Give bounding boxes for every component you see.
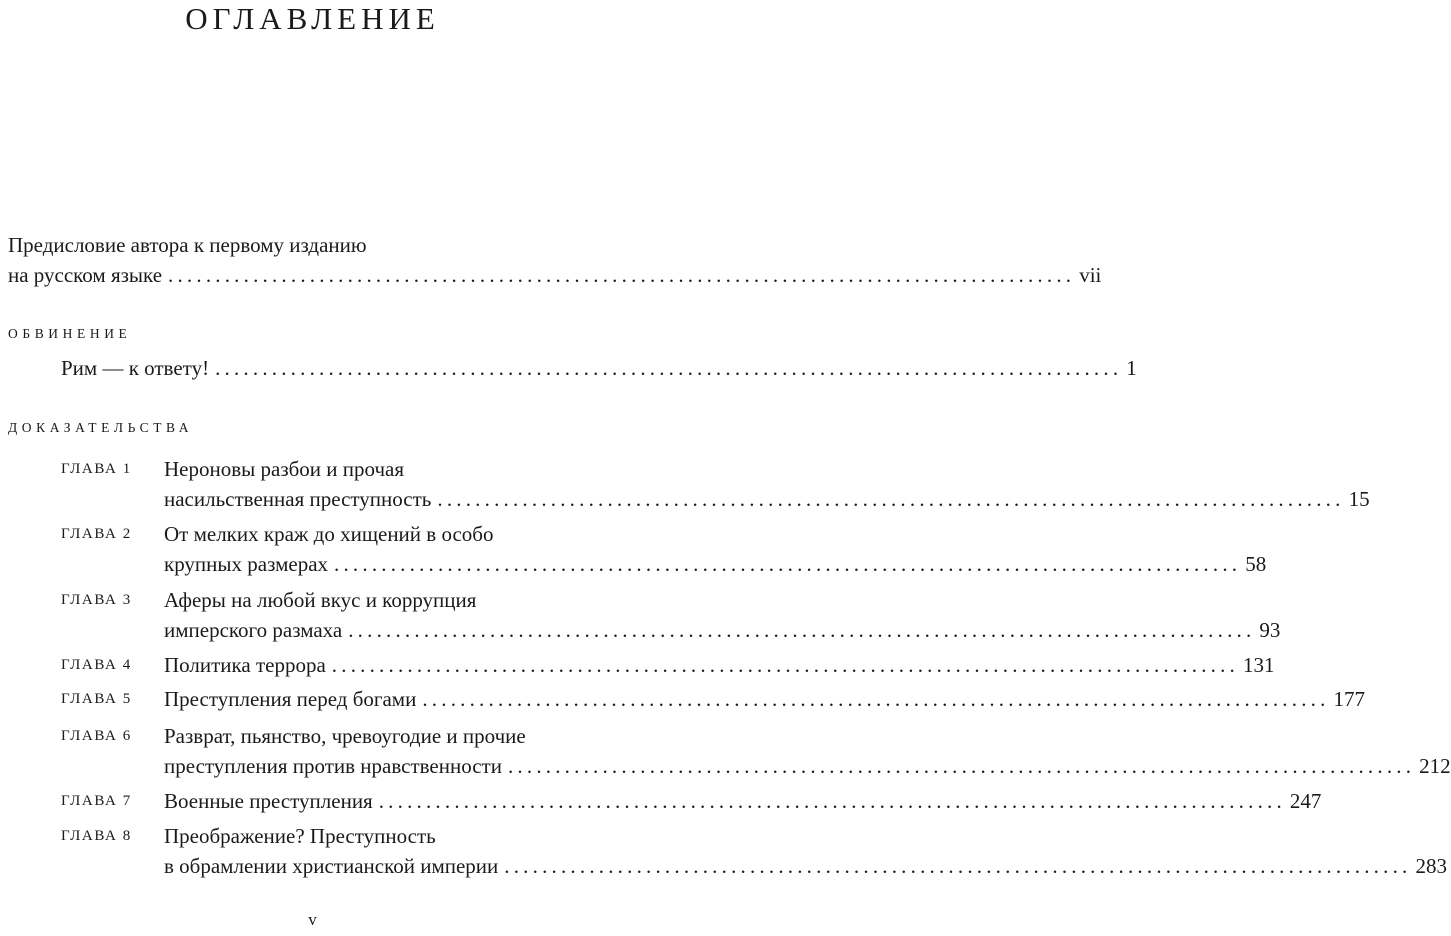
toc-page-number: 131 [1243, 653, 1275, 677]
toc-page-number: 93 [1259, 618, 1281, 642]
page-title: ОГЛАВЛЕНИЕ [185, 1, 440, 36]
chapter-label: ГЛАВА 2 [61, 526, 132, 542]
toc-page-number: 212 [1419, 754, 1451, 778]
toc-entry-text: в обрамлении христианской империи [164, 854, 499, 878]
toc-entry-preface [8, 262, 1102, 288]
toc-page-number: 58 [1245, 552, 1267, 576]
dot-leader: ................................................................................................ [422, 687, 1330, 711]
chapter-label: ГЛАВА 5 [61, 691, 132, 707]
page-number-footer: v [308, 910, 317, 929]
toc-entry-text: на русском языке [8, 263, 163, 287]
dot-leader: ................................................................................................ [168, 263, 1076, 287]
toc-entry-chapter-5 [164, 686, 1366, 712]
toc-entry-text: Преступления перед богами [164, 687, 417, 711]
dot-leader: ................................................................................................ [348, 618, 1256, 642]
toc-entry-text: насильственная преступность [164, 487, 432, 511]
section-title-evidence: ДОКАЗАТЕЛЬСТВА [8, 420, 194, 435]
toc-page-number: 1 [1126, 356, 1137, 380]
toc-page-number: 177 [1333, 687, 1366, 711]
chapter-label: ГЛАВА 1 [61, 461, 132, 477]
chapter-title-line1: Разврат, пьянство, чревоугодие и прочие [164, 724, 526, 748]
toc-entry-chapter-6 [164, 753, 1451, 779]
dot-leader: ................................................................................................ [437, 487, 1345, 511]
toc-entry-preface-line1: Предисловие автора к первому изданию [8, 233, 367, 257]
dot-leader: ................................................................................................ [378, 789, 1286, 813]
dot-leader: ................................................................................................ [215, 356, 1123, 380]
chapter-label: ГЛАВА 7 [61, 793, 132, 809]
toc-entry-text: крупных размерах [164, 552, 329, 576]
toc-entry-text: преступления против нравственности [164, 754, 502, 778]
dot-leader: ................................................................................................ [331, 653, 1239, 677]
toc-page-number: vii [1079, 263, 1102, 287]
chapter-label: ГЛАВА 4 [61, 657, 132, 673]
chapter-label: ГЛАВА 8 [61, 828, 132, 844]
toc-entry-chapter-8 [164, 853, 1447, 879]
toc-entry-accusation [61, 355, 1137, 381]
toc-entry-chapter-1 [164, 486, 1370, 512]
toc-page-number: 247 [1289, 789, 1322, 813]
chapter-label: ГЛАВА 3 [61, 592, 132, 608]
toc-entry-chapter-7 [164, 788, 1322, 814]
dot-leader: ................................................................................................ [334, 552, 1242, 576]
toc-page-number: 15 [1348, 487, 1370, 511]
toc-entry-chapter-3 [164, 617, 1281, 643]
chapter-title-line1: Нероновы разбои и прочая [164, 457, 405, 481]
section-title-accusation: ОБВИНЕНИЕ [8, 326, 132, 341]
chapter-title-line1: Преображение? Преступность [164, 824, 436, 848]
toc-entry-chapter-4 [164, 652, 1275, 678]
chapter-label: ГЛАВА 6 [61, 728, 132, 744]
chapter-title-line1: Аферы на любой вкус и коррупция [164, 588, 477, 612]
toc-entry-text: Рим — к ответу! [61, 356, 210, 380]
toc-page-number: 283 [1415, 854, 1447, 878]
toc-entry-chapter-2 [164, 551, 1267, 577]
toc-entry-text: Военные преступления [164, 789, 373, 813]
toc-entry-text: Политика террора [164, 653, 326, 677]
toc-entry-text: имперского размаха [164, 618, 343, 642]
chapter-title-line1: От мелких краж до хищений в особо [164, 522, 494, 546]
dot-leader: ................................................................................................ [507, 754, 1416, 778]
dot-leader: ................................................................................................ [504, 854, 1412, 878]
